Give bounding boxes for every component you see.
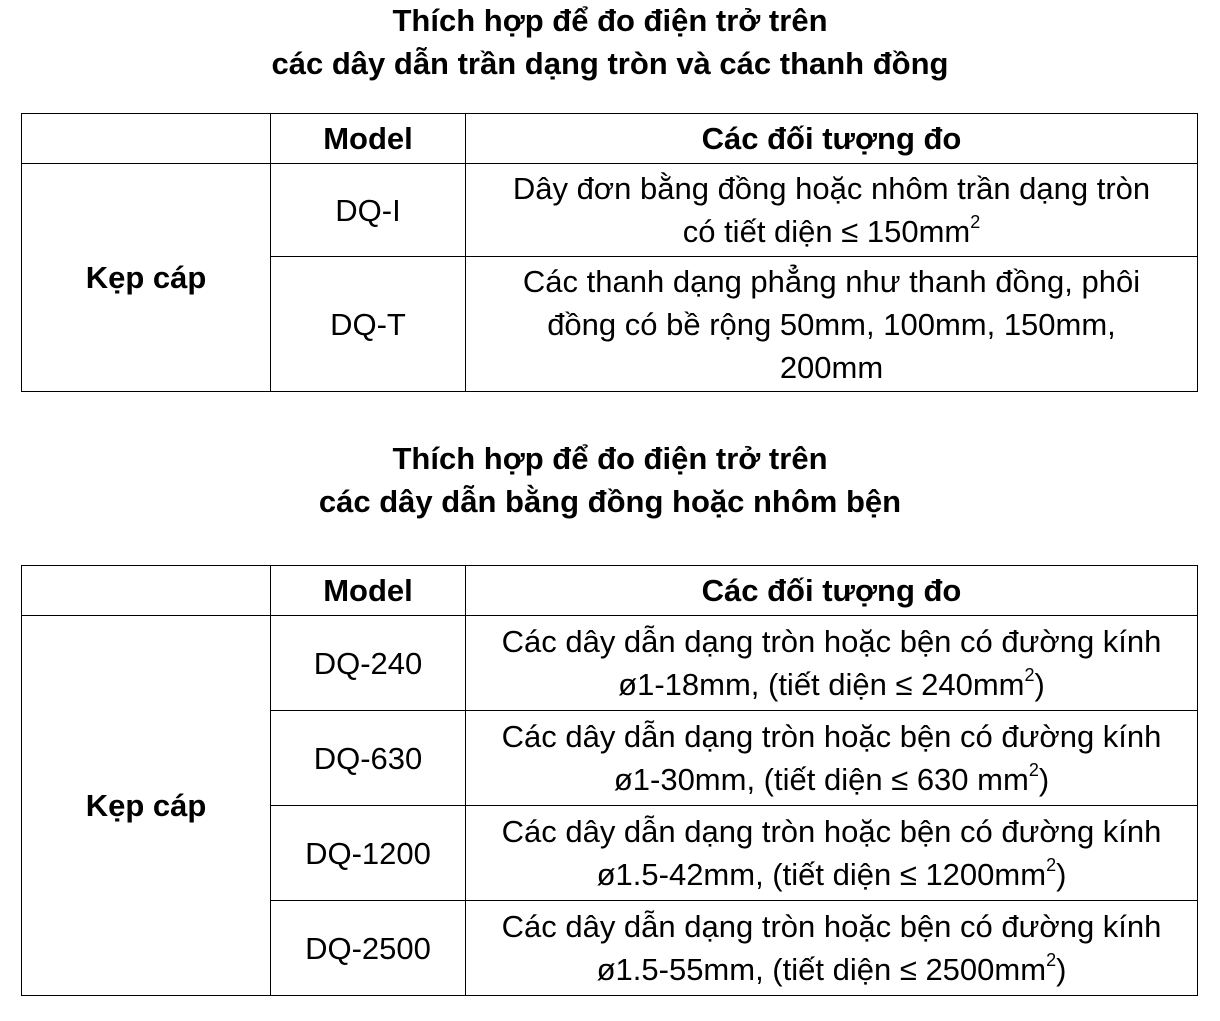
section1-title-line1: Thích hợp để đo điện trở trên — [392, 3, 828, 38]
objects-cell — [466, 164, 1198, 257]
model-cell: DQ-240 — [271, 616, 466, 711]
superscript: 2 — [1028, 760, 1039, 780]
header-objects: Các đối tượng đo — [466, 566, 1198, 616]
section2-title-line1: Thích hợp để đo điện trở trên — [392, 441, 828, 476]
objects-cell — [466, 257, 1198, 392]
header-model: Model — [271, 114, 466, 164]
group-label-kep-cap: Kẹp cáp — [22, 164, 271, 392]
section1-table — [21, 113, 1198, 392]
header-blank-cell — [22, 114, 271, 164]
superscript: 2 — [1024, 665, 1035, 685]
objects-line: Các dây dẫn dạng tròn hoặc bện có đường kính — [501, 909, 1162, 944]
header-model: Model — [271, 566, 466, 616]
objects-text-after: ) — [1056, 857, 1067, 892]
objects-cell — [466, 901, 1198, 996]
objects-cell — [466, 616, 1198, 711]
objects-line — [466, 853, 1197, 896]
group-label-kep-cap: Kẹp cáp — [22, 616, 271, 996]
objects-line — [466, 210, 1197, 253]
objects-line: Dây đơn bằng đồng hoặc nhôm trần dạng tròn — [512, 171, 1151, 206]
superscript: 2 — [1046, 950, 1057, 970]
objects-text: ø1.5-55mm, (tiết diện ≤ 2500mm — [596, 952, 1047, 987]
objects-text-after: ) — [1034, 667, 1045, 702]
objects-line: Các dây dẫn dạng tròn hoặc bện có đường kính — [501, 814, 1162, 849]
objects-cell — [466, 806, 1198, 901]
section2-title — [0, 437, 1220, 523]
model-cell: DQ-T — [271, 257, 466, 392]
objects-line: 200mm — [779, 349, 884, 385]
section1-title — [0, 0, 1220, 85]
objects-cell — [466, 711, 1198, 806]
objects-text: ø1-18mm, (tiết diện ≤ 240mm — [618, 667, 1025, 702]
objects-text-after: ) — [1038, 762, 1050, 797]
model-cell: DQ-I — [271, 164, 466, 257]
objects-line: Các dây dẫn dạng tròn hoặc bện có đường kính — [501, 624, 1162, 659]
table-row — [22, 616, 1198, 711]
objects-line — [466, 758, 1197, 801]
section1-title-line2: các dây dẫn trần dạng tròn và các thanh đồng — [271, 46, 949, 81]
table-header-row — [22, 114, 1198, 164]
objects-line: đồng có bề rộng 50mm, 100mm, 150mm, — [547, 306, 1116, 342]
section2-table — [21, 565, 1198, 996]
objects-line — [466, 948, 1197, 991]
header-blank-cell — [22, 566, 271, 616]
objects-text: ø1-30mm, (tiết diện ≤ 630 mm — [613, 762, 1029, 797]
objects-line — [466, 663, 1197, 706]
table-row — [22, 164, 1198, 257]
model-cell: DQ-1200 — [271, 806, 466, 901]
objects-line: Các thanh dạng phẳng như thanh đồng, phôi — [522, 263, 1141, 299]
table-header-row — [22, 566, 1198, 616]
objects-line: Các dây dẫn dạng tròn hoặc bện có đường kính — [501, 719, 1162, 754]
superscript: 2 — [1046, 855, 1057, 875]
model-cell: DQ-2500 — [271, 901, 466, 996]
superscript: 2 — [970, 212, 981, 232]
objects-text: ø1.5-42mm, (tiết diện ≤ 1200mm — [596, 857, 1047, 892]
objects-text-after: ) — [1056, 952, 1067, 987]
model-cell: DQ-630 — [271, 711, 466, 806]
header-objects: Các đối tượng đo — [466, 114, 1198, 164]
section2-title-line2: các dây dẫn bằng đồng hoặc nhôm bện — [318, 484, 902, 519]
objects-text: có tiết diện ≤ 150mm — [682, 214, 971, 249]
